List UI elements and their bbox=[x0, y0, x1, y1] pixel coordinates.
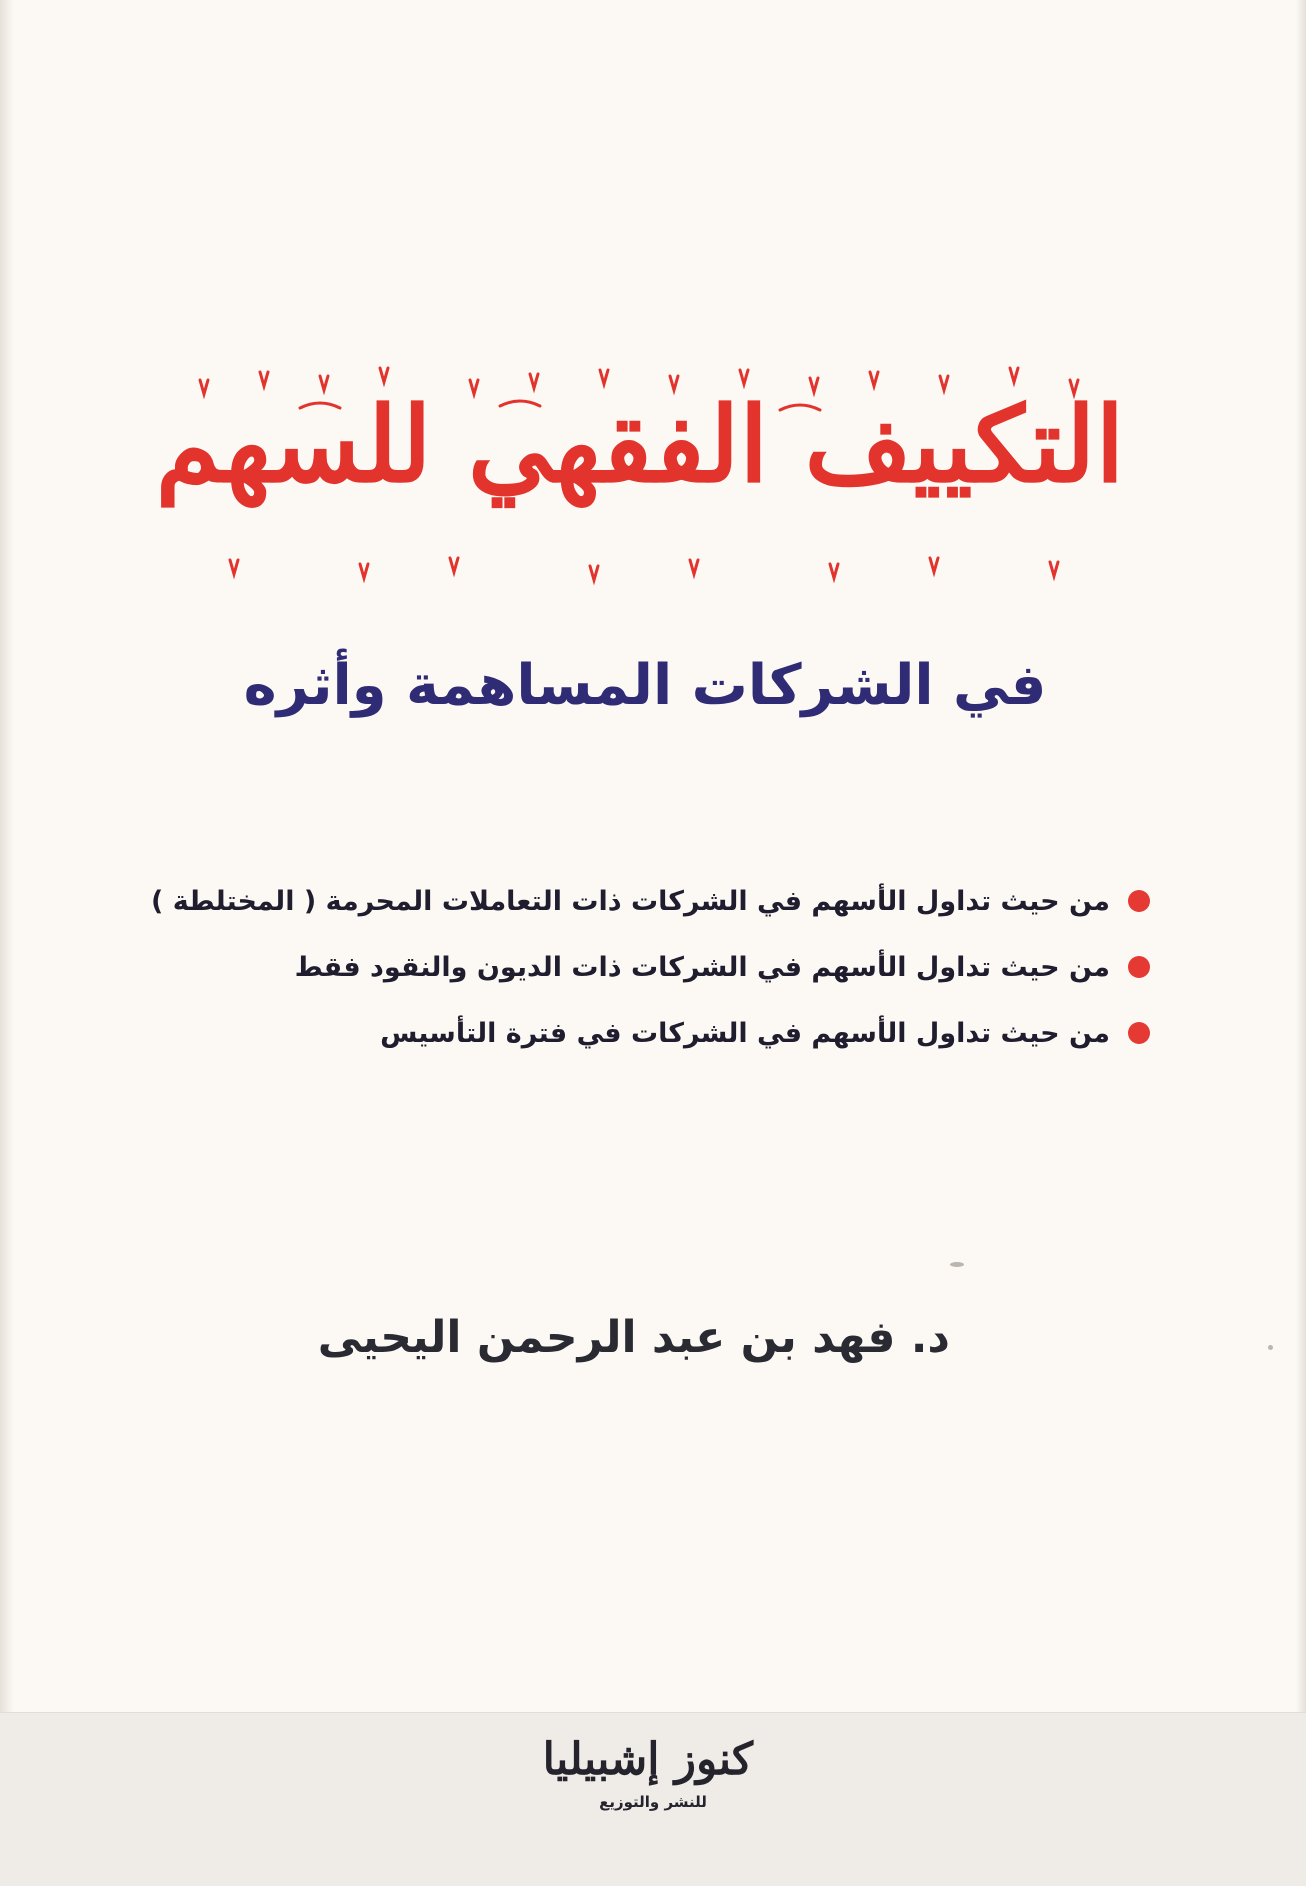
list-item bbox=[170, 1000, 1150, 1066]
list-item bbox=[151, 868, 1150, 934]
bullet-dot-icon bbox=[1128, 1022, 1150, 1044]
publisher-name: كنوز إشبيليا bbox=[542, 1734, 753, 1785]
author-name: د. فهد بن عبد الرحمن اليحيى bbox=[317, 1312, 950, 1363]
publisher-logo bbox=[542, 1734, 753, 1854]
right-edge-shade bbox=[1296, 0, 1306, 1886]
speck bbox=[1268, 1345, 1273, 1350]
list-item-text: من حيث تداول الأسهم في الشركات ذات التعاملات المحرمة ( المختلطة ) bbox=[151, 885, 1110, 917]
list-item bbox=[170, 934, 1150, 1000]
book-title: التكييف الفقهي للسهم bbox=[155, 383, 1125, 506]
publisher-tagline: للنشر والتوزيع bbox=[599, 1792, 707, 1811]
list-item-text: من حيث تداول الأسهم في الشركات في فترة التأسيس bbox=[380, 1017, 1110, 1049]
bullet-dot-icon bbox=[1128, 956, 1150, 978]
list-item-text: من حيث تداول الأسهم في الشركات ذات الديون والنقود فقط bbox=[294, 951, 1110, 983]
left-edge-shade bbox=[0, 0, 14, 1886]
bullet-dot-icon bbox=[1128, 890, 1150, 912]
speck bbox=[950, 1262, 964, 1267]
book-subtitle: في الشركات المساهمة وأثره bbox=[243, 653, 1047, 718]
topic-list bbox=[151, 868, 1150, 1066]
